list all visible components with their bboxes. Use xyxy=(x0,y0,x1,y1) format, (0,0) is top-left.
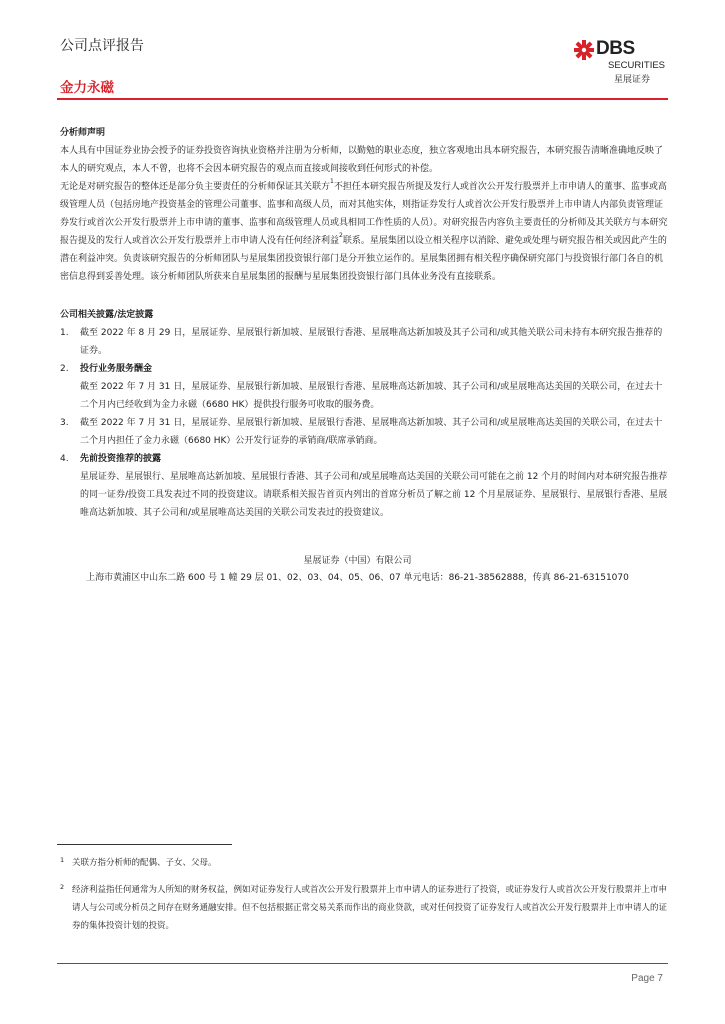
disclosure-item-4: 4. 先前投资推荐的披露 星展证券、星展银行、星展唯高达新加坡、星展银行香港、其子公司和/或星展唯高达美国的关联公司可能在之前 12 个月的时间内对本研究报告推荐的同一证券/投资工具发表过不同的投资建议。请联系相关报告首页内列出的首席分析员了解之前 12 个月星展证券、星展银行、星展银行香港、星展唯高达新加坡、其子公司和/或星展唯高达美国的关联公司发表过的投资建议。 xyxy=(60,450,670,522)
disclosure-body xyxy=(60,124,670,522)
analyst-statement-heading: 分析师声明 xyxy=(60,128,106,138)
footnote-divider xyxy=(57,844,232,845)
footnote-ref-2: 2 xyxy=(339,232,343,239)
footer-divider xyxy=(57,963,668,964)
disclosure-item-title: 投行业务服务酬金 xyxy=(80,364,153,374)
disclosure-item-1: 1. 截至 2022 年 8 月 29 日，星展证券、星展银行新加坡、星展银行香港、星展唯高达新加坡及其子公司和/或其他关联公司未持有本研究报告推荐的证券。 xyxy=(60,328,663,356)
header-divider xyxy=(57,98,668,100)
disclosure-item-2: 2. 投行业务服务酬金 截至 2022 年 7 月 31 日，星展证券、星展银行新加坡、星展银行香港、星展唯高达新加坡、其子公司和/或星展唯高达美国的关联公司，在过去十二个月内已经收到为金力永磁（6680 HK）提供投行服务可收取的服务费。 xyxy=(60,360,670,414)
footnote-2: 2 经济利益指任何通常为人所知的财务权益，例如对证券发行人或首次公开发行股票并上市申请人的证券进行了投资，或证券发行人或首次公开发行股票并上市申请人与公司或分析员之间存在财务通融安排。但不包括根据正常交易关系而作出的商业贷款，或对任何投资了证券发行人或首次公开发行股票并上市申请人的证券的集体投资计划的投资。 xyxy=(60,883,668,931)
logo-chinese-text: 星展证券 xyxy=(614,75,651,85)
analyst-statement-paragraph-1: 本人具有中国证券业协会授予的证券投资咨询执业资格并注册为分析师，以勤勉的职业态度，独立客观地出具本研究报告，本研究报告清晰准确地反映了本人的研究观点，本人不曾，也将不会因本研究报告的观点而直接或间接收到任何形式的补偿。 xyxy=(60,146,664,174)
disclosure-item-3: 3. 截至 2022 年 7 月 31 日，星展证券、星展银行新加坡、星展银行香港、星展唯高达新加坡、其子公司和/或星展唯高达美国的关联公司，在过去十二个月内担任了金力永磁（6680 HK）公开发行证券的承销商/联席承销商。 xyxy=(60,418,663,446)
page-number: Page 7 xyxy=(631,973,663,984)
logo-brand-text: DBS xyxy=(596,38,635,59)
dbs-star-logo-icon xyxy=(574,40,594,60)
footnote-1: 1 关联方指分析师的配偶、子女、父母。 xyxy=(60,856,217,868)
dbs-logo xyxy=(574,38,666,88)
company-name: 金力永磁 xyxy=(60,80,114,96)
contact-address: 上海市黄浦区中山东二路 600 号 1 幢 29 层 01、02、03、04、05、06、07 单元电话：86-21-38562888，传真 86-21-63151070 xyxy=(86,573,629,583)
footnote-ref-1: 1 xyxy=(330,178,334,185)
logo-securities-text: SECURITIES xyxy=(608,60,666,71)
contact-company: 星展证券（中国）有限公司 xyxy=(303,556,412,566)
report-type-label: 公司点评报告 xyxy=(60,38,144,54)
disclosure-item-title: 先前投资推荐的披露 xyxy=(80,454,162,464)
contact-block xyxy=(60,553,655,587)
analyst-statement-paragraph-2: 无论是对研究报告的整体还是部分负主要责任的分析师保证其关联方$^1$不担任本研究报告所提及发行人或首次公开发行股票并上市申请人的董事、监事或高级管理人员（包括房地产投资基金的管理公司董事、监事和高级人员，而对其他实体，则指证券发行人或首次公开发行股票并上市申请人内部负责管理证券发行或首次公开发行股票并上市申请的董事、监事和高级管理人员或具相同工作性质的人员）。对研究报告内容负主要责任的分析师及其关联方与本研究报告提及的发行人或首次公开发行股票并上市申请人没有任何经济利益$^2$联系。星展集团以设立相关程序以消除、避免或处理与研究报告相关或因此产生的潜在利益冲突。负责该研究报告的分析师团队与星展集团投资银行部门是分开独立运作的。星展集团拥有相关程序确保研究部门与投资银行部门各自的机密信息得到妥善处理。该分析师团队所获来自星展集团的报酬与星展集团投资银行部门具体业务没有直接联系。 xyxy=(60,178,668,282)
footnotes xyxy=(60,854,672,935)
disclosures-heading: 公司相关披露/法定披露 xyxy=(60,310,154,320)
